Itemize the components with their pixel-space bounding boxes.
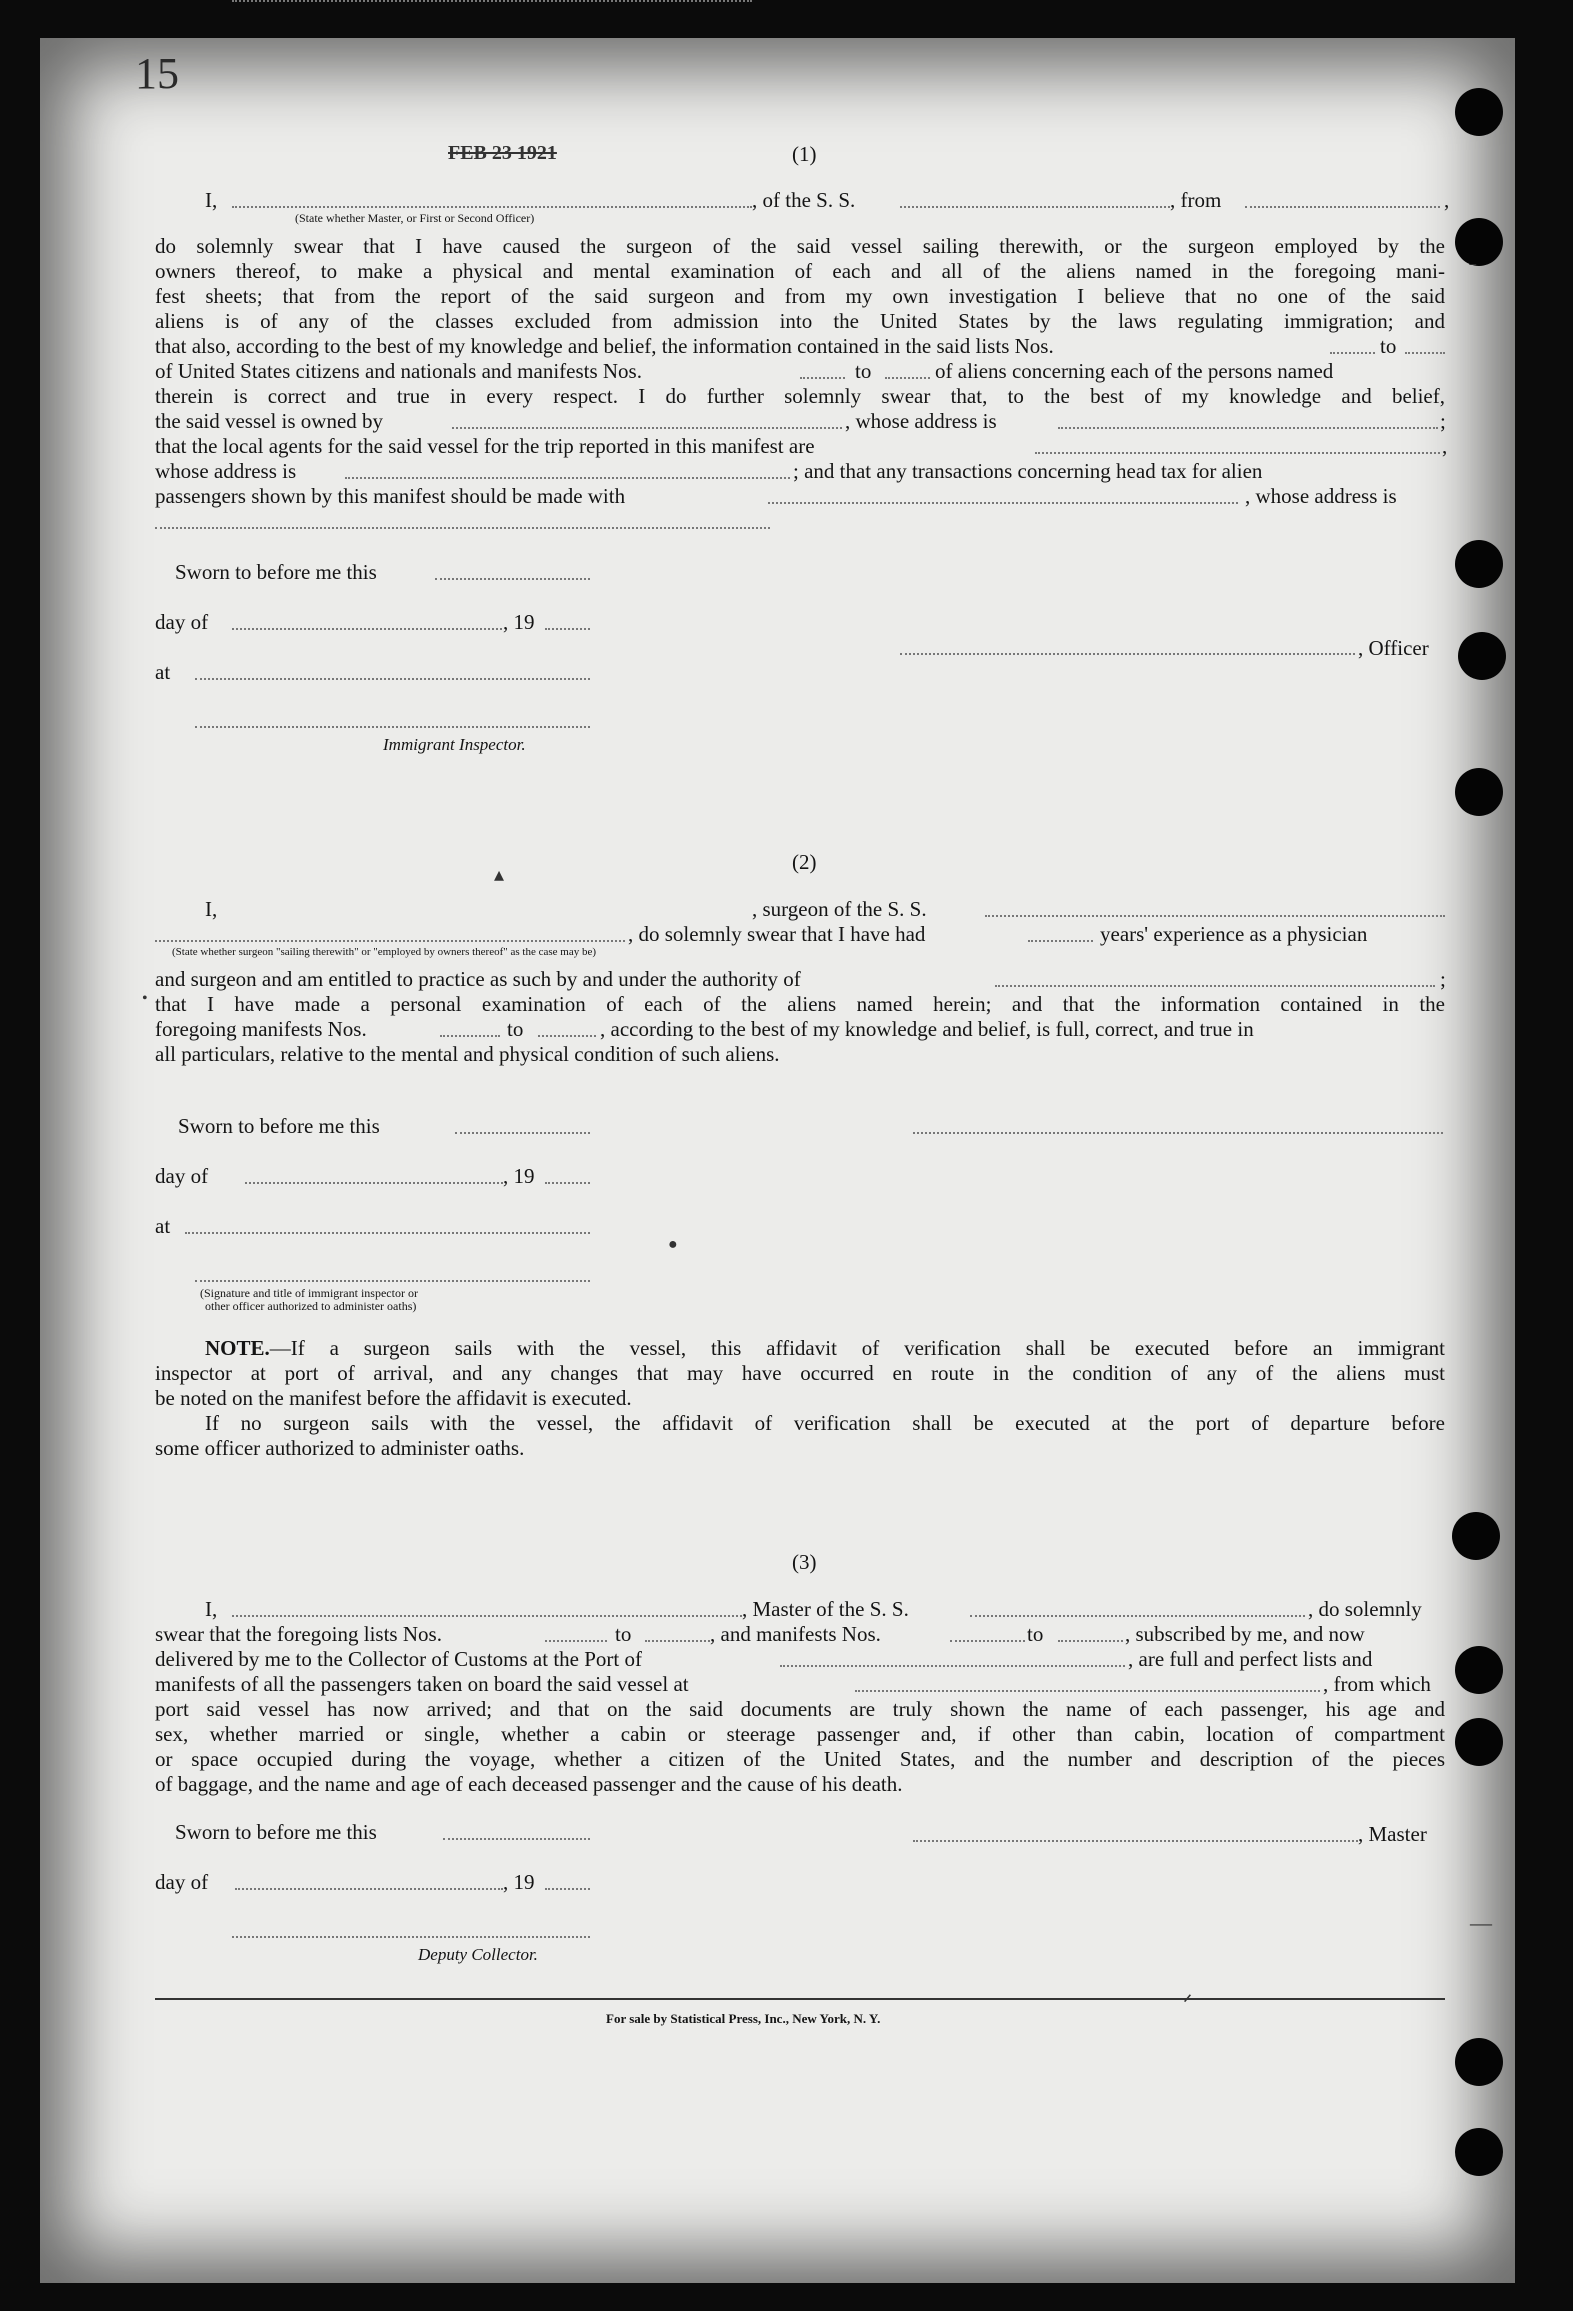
s2-day-field[interactable] — [245, 1182, 503, 1184]
s1-inspector-label: Immigrant Inspector. — [383, 735, 526, 754]
s2-signature-hint: (Signature and title of immigrant inspector or — [200, 1286, 418, 1300]
s1-manifests-to-field[interactable] — [885, 377, 930, 379]
note-label: NOTE. — [205, 1336, 270, 1360]
s1-text-line: aliens is of any of the classes excluded from admission into the United States by the laws regulating immigration; and — [155, 309, 1445, 333]
s1-day-field[interactable] — [232, 628, 502, 630]
s2-manifests-to-field[interactable] — [538, 1035, 596, 1037]
section-1-number: (1) — [792, 142, 817, 166]
s1-officer-hint: (State whether Master, or First or Second Officer) — [295, 211, 535, 225]
s3-year-field[interactable] — [545, 1888, 590, 1890]
punch-hole — [1455, 218, 1503, 266]
s1-party-address-label: , whose address is — [1245, 484, 1397, 508]
s1-semicolon: ; — [1440, 409, 1446, 433]
s3-master-label: , Master — [1358, 1822, 1427, 1846]
s2-surgeon-signature-field[interactable] — [913, 1132, 1443, 1134]
s1-comma: , — [1444, 188, 1450, 212]
s1-passengers-text: passengers shown by this manifest should be made with — [155, 484, 626, 508]
s1-sworn: Sworn to before me this — [175, 560, 377, 584]
punch-hole — [1455, 1718, 1503, 1766]
printer-credit: For sale by Statistical Press, Inc., New York, N. Y. — [606, 2011, 881, 2026]
s1-lists-to: to — [1380, 334, 1397, 358]
s1-head-tax-text: ; and that any transactions concerning head tax for alien — [793, 459, 1263, 483]
ink-speck: ● — [668, 1236, 678, 1253]
s3-lists-to-field[interactable] — [645, 1640, 710, 1642]
s3-sworn: Sworn to before me this — [175, 1820, 377, 1844]
s2-years-field[interactable] — [1028, 940, 1093, 942]
s1-year-field[interactable] — [545, 628, 590, 630]
s3-from-which: , from which — [1323, 1672, 1431, 1696]
s2-text-line: that I have made a personal examination of each of the aliens named herein; and that the information contained in the — [155, 992, 1445, 1016]
s3-vessel-field[interactable] — [970, 1615, 1305, 1617]
s2-experience-text: years' experience as a physician — [1100, 922, 1368, 946]
ink-speck: • — [142, 990, 148, 1007]
s2-manifests-from-field[interactable] — [440, 1035, 500, 1037]
s1-officer-name-field[interactable] — [232, 206, 752, 208]
note-text: —If a surgeon sails with the vessel, this affidavit of verification shall be executed before an immigrant — [269, 1336, 1445, 1360]
s2-text-line: all particulars, relative to the mental and physical condition of such aliens. — [155, 1042, 780, 1066]
s3-departure-port-field[interactable] — [855, 1690, 1320, 1692]
s1-agent-address-label: whose address is — [155, 459, 297, 483]
s1-from: , from — [1170, 188, 1222, 212]
ink-speck: ᐟ — [1183, 1990, 1193, 2015]
section-2-number: (2) — [792, 850, 817, 874]
s3-lists-text: swear that the foregoing lists Nos. — [155, 1622, 442, 1646]
note-text-line: some officer authorized to administer oaths. — [155, 1436, 525, 1460]
s1-manifests-tail: of aliens concerning each of the persons named — [935, 359, 1334, 383]
s3-solemnly: , do solemnly — [1308, 1597, 1422, 1621]
s1-agent-address-field[interactable] — [345, 477, 790, 479]
ink-speck: ⁻ — [1468, 258, 1478, 278]
s1-text-line: owners thereof, to make a physical and mental examination of each and all of the aliens named in the foregoing mani- — [155, 259, 1445, 283]
s2-i: I, — [205, 897, 218, 921]
s1-lists-to-field[interactable] — [1405, 352, 1445, 354]
s2-surgeon-name-field[interactable] — [232, 0, 752, 2]
s1-party-address-field[interactable] — [155, 527, 770, 529]
note-text-line: If no surgeon sails with the vessel, the affidavit of verification shall be executed at the port of departure before — [205, 1411, 1445, 1435]
s3-subscribed-text: , subscribed by me, and now — [1125, 1622, 1365, 1646]
s2-at: at — [155, 1214, 171, 1238]
s3-text-line: sex, whether married or single, whether a cabin or steerage passenger and, if other than cabin, location of compartment — [155, 1722, 1445, 1746]
punch-hole — [1458, 632, 1506, 680]
s3-manifests-to: to — [1027, 1622, 1044, 1646]
s3-text-line: or space occupied during the voyage, whether a citizen of the United States, and the number and description of the pieces — [155, 1747, 1445, 1771]
s1-at-field[interactable] — [195, 678, 590, 680]
s1-i: I, — [205, 188, 218, 212]
punch-hole — [1452, 1512, 1500, 1560]
punch-hole — [1455, 2038, 1503, 2086]
s1-text-line: fest sheets; that from the report of the said surgeon and from my own investigation I believe that no one of the said — [155, 284, 1445, 308]
ink-speck: — — [1470, 1910, 1492, 1935]
s1-agents-field[interactable] — [1035, 452, 1440, 454]
s3-i: I, — [205, 1597, 218, 1621]
s3-port-field[interactable] — [780, 1665, 1125, 1667]
s1-lists-from-field[interactable] — [1330, 352, 1375, 354]
s3-collector-signature-field[interactable] — [232, 1936, 590, 1938]
s1-lists-text: that also, according to the best of my knowledge and belief, the information contained in the said lists Nos. — [155, 334, 1054, 358]
s2-day-of: day of — [155, 1164, 209, 1188]
s3-lists-from-field[interactable] — [545, 1640, 607, 1642]
s1-text-line: do solemnly swear that I have caused the surgeon of the said vessel sailing therewith, or the surgeon employed by the — [155, 234, 1445, 258]
s2-year: , 19 — [503, 1164, 535, 1188]
s1-comma: , — [1442, 434, 1448, 458]
s2-swear-text: , do solemnly swear that I have had — [628, 922, 926, 946]
s2-surgeon-of-ss: , surgeon of the S. S. — [752, 897, 927, 921]
date-stamp: FEB 23 1921 — [448, 142, 557, 164]
note-text-line: inspector at port of arrival, and any changes that may have occurred en route in the condition of any of the aliens must — [155, 1361, 1445, 1385]
punch-hole — [1455, 768, 1503, 816]
s2-sworn-field[interactable] — [455, 1132, 590, 1134]
s3-day-field[interactable] — [235, 1888, 503, 1890]
note-first-line — [205, 1336, 1445, 1361]
s1-from-field[interactable] — [1245, 206, 1440, 208]
s2-signature-hint: other officer authorized to administer oaths) — [205, 1299, 417, 1313]
s1-agents-text: that the local agents for the said vessel for the trip reported in this manifest are — [155, 434, 815, 458]
s2-semicolon: ; — [1440, 967, 1446, 991]
s3-master-signature-field[interactable] — [913, 1840, 1358, 1842]
s3-full-lists-text: , are full and perfect lists and — [1128, 1647, 1373, 1671]
note-text-line: be noted on the manifest before the affidavit is executed. — [155, 1386, 632, 1410]
s3-sworn-field[interactable] — [443, 1838, 590, 1840]
s2-vessel-field[interactable] — [985, 915, 1445, 917]
section-3-number: (3) — [792, 1550, 817, 1574]
s3-boarded-text: manifests of all the passengers taken on board the said vessel at — [155, 1672, 689, 1696]
s1-at: at — [155, 660, 171, 684]
s2-inspector-signature-field[interactable] — [195, 1280, 590, 1282]
s1-text-line: therein is correct and true in every respect. I do further solemnly swear that, to the best of my knowledge and belief, — [155, 384, 1445, 408]
s3-delivered-text: delivered by me to the Collector of Customs at the Port of — [155, 1647, 642, 1671]
s3-master-name-field[interactable] — [232, 1615, 742, 1617]
punch-hole — [1455, 540, 1503, 588]
footer-rule — [155, 1998, 1445, 2000]
s2-year-field[interactable] — [545, 1182, 590, 1184]
s3-master-of-ss: , Master of the S. S. — [742, 1597, 909, 1621]
s1-owner-field[interactable] — [452, 427, 842, 429]
s1-manifests-text: of United States citizens and nationals and manifests Nos. — [155, 359, 642, 383]
s1-manifests-from-field[interactable] — [800, 377, 845, 379]
s1-vessel-field[interactable] — [900, 206, 1170, 208]
s1-of-ss: , of the S. S. — [752, 188, 856, 212]
s1-year: , 19 — [503, 610, 535, 634]
s1-day-of: day of — [155, 610, 209, 634]
s3-lists-to: to — [615, 1622, 632, 1646]
s3-day-of: day of — [155, 1870, 209, 1894]
s2-at-field[interactable] — [185, 1232, 590, 1234]
handwritten-folio-number: 15 — [135, 49, 179, 98]
s1-officer-signature-field[interactable] — [900, 653, 1355, 655]
s2-sworn: Sworn to before me this — [178, 1114, 380, 1138]
s3-text-line: of baggage, and the name and age of each deceased passenger and the cause of his death. — [155, 1772, 903, 1796]
s1-manifests-to: to — [855, 359, 872, 383]
s1-inspector-signature-field[interactable] — [195, 726, 590, 728]
s1-owner-address-label: , whose address is — [845, 409, 997, 433]
s2-capacity-field[interactable] — [155, 940, 625, 942]
s3-year: , 19 — [503, 1870, 535, 1894]
s1-owner-address-field[interactable] — [1058, 427, 1438, 429]
s3-text-line: port said vessel has now arrived; and that on the said documents are truly shown the name of each passenger, his age and — [155, 1697, 1445, 1721]
s2-manifests-to: to — [507, 1017, 524, 1041]
ink-speck: ▴ — [494, 864, 505, 886]
s2-capacity-hint: (State whether surgeon "sailing therewith" or "employed by owners thereof" as the case may be) — [172, 946, 597, 958]
s1-officer-label: , Officer — [1358, 636, 1429, 660]
s1-owned-by: the said vessel is owned by — [155, 409, 384, 433]
s3-collector-label: Deputy Collector. — [418, 1945, 538, 1964]
s3-manifests-from-field[interactable] — [950, 1640, 1025, 1642]
s1-sworn-field[interactable] — [435, 578, 590, 580]
punch-hole — [1455, 2128, 1503, 2176]
s2-manifests-text: foregoing manifests Nos. — [155, 1017, 367, 1041]
s3-manifests-to-field[interactable] — [1058, 1640, 1123, 1642]
s2-authority-text: and surgeon and am entitled to practice as such by and under the authority of — [155, 967, 801, 991]
punch-hole — [1455, 88, 1503, 136]
s1-head-tax-party-field[interactable] — [768, 502, 1238, 504]
s3-manifests-text: , and manifests Nos. — [710, 1622, 881, 1646]
s2-authority-field[interactable] — [995, 985, 1435, 987]
s2-manifests-tail: , according to the best of my knowledge and belief, is full, correct, and true in — [600, 1017, 1254, 1041]
punch-hole — [1455, 1646, 1503, 1694]
